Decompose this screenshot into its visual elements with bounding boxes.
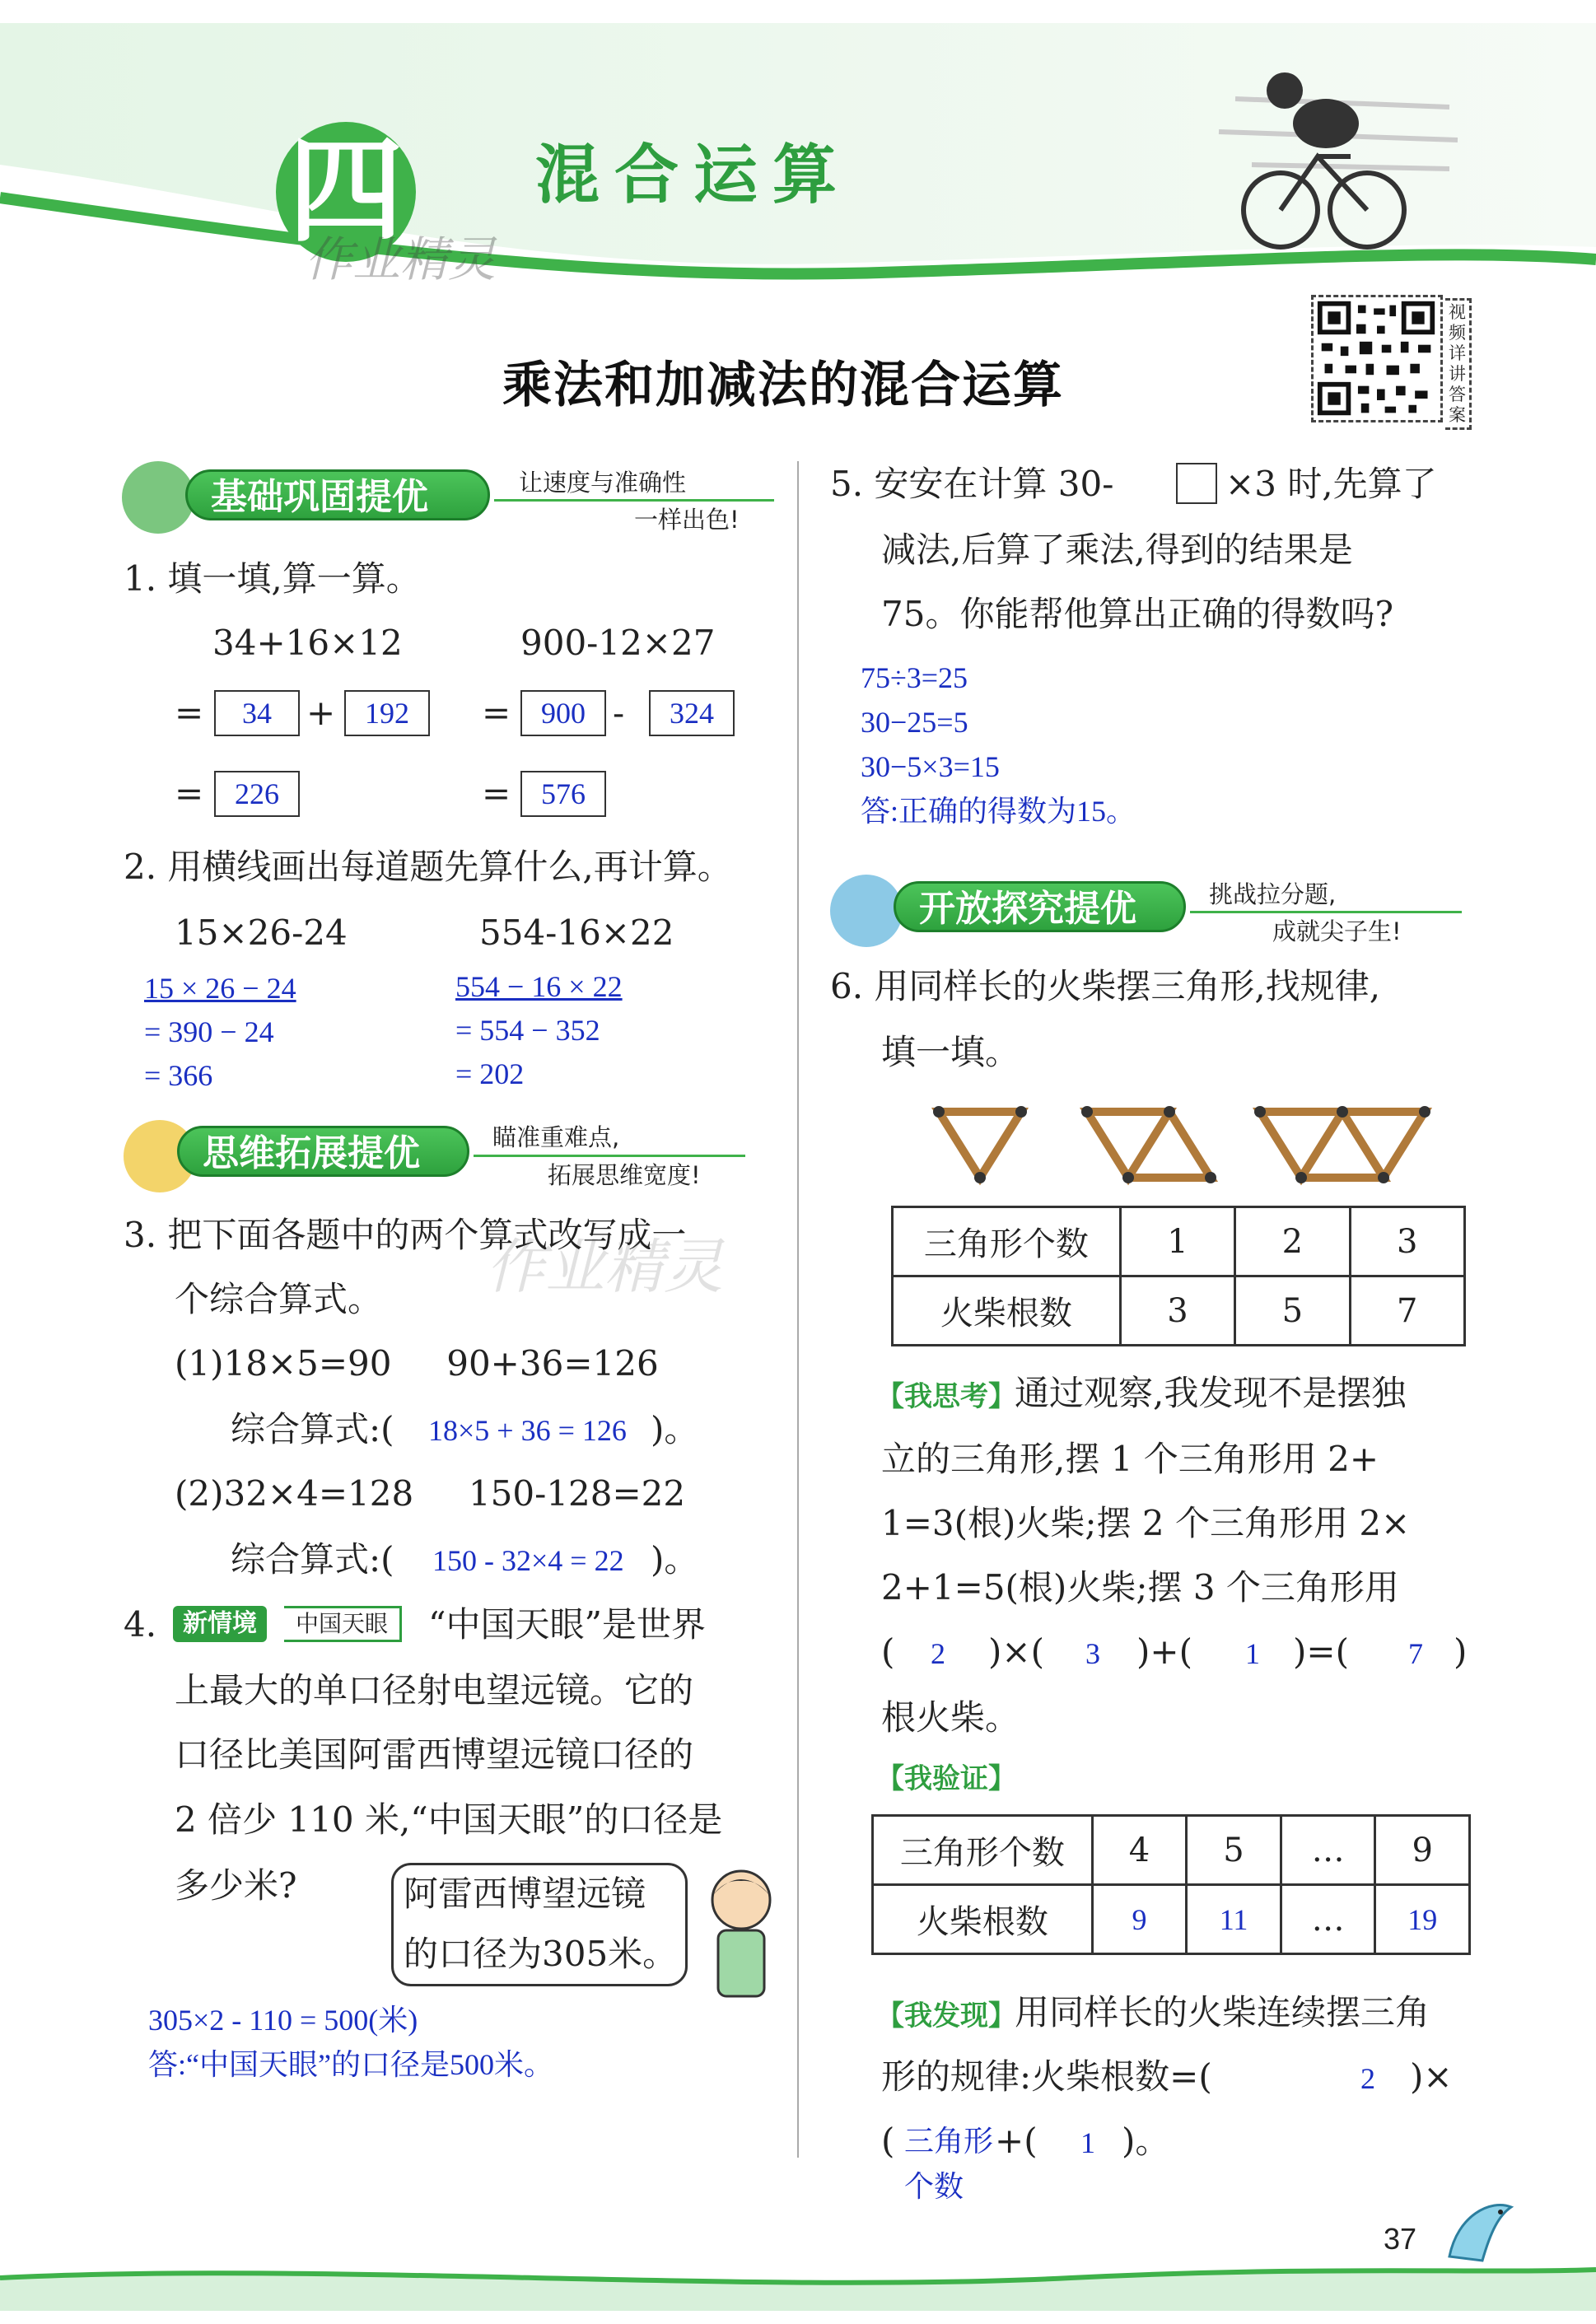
table1-header-matches: 火柴根数 [893, 1276, 1121, 1346]
find-line2a: 形的规律:火柴根数=( [881, 2056, 1212, 2097]
watermark-logo: 作业精灵 [486, 1232, 724, 1301]
table1-cell: 3 [1120, 1276, 1234, 1346]
table2-cell: … [1281, 1885, 1375, 1954]
q5-line2: 减法,后算了乘法,得到的结果是 [881, 530, 1353, 570]
table1-row-triangles [893, 1207, 1465, 1276]
table2-answer-cell[interactable]: 11 [1187, 1885, 1281, 1954]
q1-plus: + [306, 693, 336, 733]
q3-part1: (1)18×5=90 90+36=126 [175, 1343, 659, 1384]
q3-prompt-line1: 3. 把下面各题中的两个算式改写成一 [124, 1215, 687, 1255]
section-note-line2: 拓展思维宽度! [548, 1161, 701, 1189]
q4-line2: 上最大的单口径射电望远镜。它的 [175, 1670, 694, 1710]
qr-code[interactable] [1311, 295, 1443, 422]
section-underline [474, 1155, 745, 1157]
table2-header-triangles: 三角形个数 [873, 1816, 1093, 1885]
q4-line3: 口径比美国阿雷西博望远镜口径的 [175, 1734, 694, 1775]
q4-line1: “中国天眼”是世界 [428, 1604, 706, 1645]
table1-row-matches [893, 1276, 1465, 1346]
watermark-logo: 作业精灵 [305, 231, 497, 287]
think-line4: 2+1=5(根)火柴;摆 3 个三角形用 [881, 1567, 1399, 1608]
q1-eq: = [482, 693, 511, 733]
q2-b-line2: = 554 − 352 [455, 1014, 600, 1047]
q1-expr-a: 34+16×12 [212, 623, 403, 663]
think5-plus: )+( [1136, 1631, 1192, 1672]
table2-answer-cell[interactable]: 19 [1375, 1885, 1470, 1954]
table2-row-matches [873, 1885, 1470, 1954]
chapter-number-badge: 四 [276, 122, 416, 262]
q2-a-line2: = 390 − 24 [144, 1015, 274, 1048]
q2-expr-a: 15×26-24 [175, 912, 348, 953]
dolphin-icon [1433, 2182, 1524, 2281]
verify-tag: 【我验证】 [876, 1762, 1016, 1795]
qr-side-label: 视频详讲答案 [1445, 298, 1472, 430]
section-banner-explore: 开放探究提优 [894, 881, 1186, 932]
q1-prompt: 1. 填一填,算一算。 [124, 558, 421, 599]
q3-prompt-line2: 个综合算式。 [175, 1279, 383, 1319]
q1-minus: - [613, 693, 625, 733]
q4-line5: 多少米? [175, 1865, 297, 1906]
context-topic-tag: 中国天眼 [284, 1606, 402, 1642]
matchstick-table-2 [871, 1814, 1471, 1955]
q5-answer3: 30−5×3=15 [861, 750, 1000, 783]
q5-line3: 75。你能帮他算出正确的得数吗? [881, 594, 1393, 634]
table2-cell: 4 [1092, 1816, 1187, 1885]
q1-b-box2[interactable]: 324 [649, 690, 735, 736]
q5-line1a: 5. 安安在计算 30- [830, 464, 1114, 504]
table1-header-triangles: 三角形个数 [893, 1207, 1121, 1276]
find-line3a: ( [881, 2121, 895, 2161]
think-line1: 通过观察,我发现不是摆独 [1015, 1373, 1407, 1413]
think5-answer4: 7 [1408, 1637, 1423, 1670]
find-answer3: 1 [1080, 2126, 1095, 2159]
new-context-tag: 新情境 [173, 1606, 267, 1642]
q3-label1: 综合算式:( [231, 1409, 394, 1449]
q3-answer2: 150 - 32×4 = 22 [432, 1544, 624, 1577]
table2-cell: 5 [1187, 1816, 1281, 1885]
q5-answer2: 30−25=5 [861, 706, 968, 739]
table2-header-matches: 火柴根数 [873, 1885, 1093, 1954]
find-tag: 【我发现】 [876, 2000, 1016, 2032]
table2-cell: … [1281, 1816, 1375, 1885]
find-answer2-cont: 个数 [904, 2170, 964, 2203]
q1-a-box2[interactable]: 192 [344, 690, 430, 736]
section-banner-basic: 基础巩固提优 [185, 469, 490, 520]
table1-cell: 1 [1120, 1207, 1234, 1276]
q1-eq: = [175, 693, 204, 733]
q2-b-line1: 554 − 16 × 22 [455, 970, 623, 1003]
q1-a-result[interactable]: 226 [214, 771, 300, 817]
q5-answer1: 75÷3=25 [861, 661, 968, 694]
q5-line1b: ×3 时,先算了 [1225, 464, 1437, 504]
bubble-line1: 阿雷西博望远镜 [404, 1874, 646, 1914]
q4-answer-line1: 305×2 - 110 = 500(米) [148, 2004, 418, 2037]
table1-cell: 2 [1235, 1207, 1350, 1276]
think5-answer1: 2 [931, 1637, 945, 1670]
think-tag: 【我思考】 [876, 1380, 1016, 1413]
q3-answer1: 18×5 + 36 = 126 [428, 1414, 627, 1447]
find-line1: 用同样长的火柴连续摆三角 [1015, 1992, 1430, 2032]
q2-expr-b: 554-16×22 [479, 912, 674, 953]
section-underline [494, 499, 774, 502]
q1-eq: = [175, 773, 204, 814]
q3-close1: )。 [651, 1409, 699, 1449]
find-line3c: )。 [1122, 2121, 1170, 2161]
section-note-line2: 一样出色! [634, 506, 740, 534]
q3-close2: )。 [651, 1539, 699, 1580]
think5-open: ( [881, 1631, 895, 1672]
column-divider [797, 461, 799, 2158]
table1-cell: 3 [1350, 1207, 1464, 1276]
q4-answer-line2: 答:“中国天眼”的口径是500米。 [148, 2048, 553, 2081]
q1-b-box1[interactable]: 900 [520, 690, 606, 736]
think5-answer3: 1 [1245, 1637, 1260, 1670]
table2-row-triangles [873, 1816, 1470, 1885]
section-note-line1: 挑战拉分题, [1209, 880, 1337, 908]
bubble-line2: 的口径为305米。 [404, 1934, 678, 1974]
mascot-skateboarder-icon [122, 461, 194, 534]
section-underline [1190, 911, 1462, 913]
footer-wave [0, 2245, 1596, 2311]
q4-line4: 2 倍少 110 米,“中国天眼”的口径是 [175, 1799, 723, 1840]
find-answer2: 三角形 [904, 2125, 994, 2158]
q5-blank-box[interactable] [1176, 463, 1217, 504]
table1-cell: 5 [1235, 1276, 1350, 1346]
think5-eq: )=( [1293, 1631, 1349, 1672]
find-answer1: 2 [1360, 2062, 1375, 2095]
table1-cell: 7 [1350, 1276, 1464, 1346]
matchstick-table-1 [891, 1206, 1466, 1346]
think5-answer2: 3 [1085, 1637, 1100, 1670]
q6-line2: 填一填。 [881, 1032, 1020, 1072]
think-line2: 立的三角形,摆 1 个三角形用 2+ [881, 1439, 1379, 1479]
table2-cell: 9 [1375, 1816, 1470, 1885]
section-note-line1: 瞄准重难点, [492, 1123, 620, 1151]
think-line6: 根火柴。 [881, 1697, 1020, 1738]
q2-a-line1: 15 × 26 − 24 [144, 972, 296, 1005]
q1-b-result[interactable]: 576 [520, 771, 606, 817]
section-note-line2: 成就尖子生! [1272, 917, 1402, 945]
q2-prompt: 2. 用横线画出每道题先算什么,再计算。 [124, 847, 732, 887]
table2-answer-cell[interactable]: 9 [1092, 1885, 1187, 1954]
think5-times: )×( [988, 1631, 1044, 1672]
q3-part2: (2)32×4=128 150-128=22 [175, 1473, 686, 1514]
section-note-line1: 让速度与准确性 [519, 469, 687, 497]
boy-character-icon [700, 1863, 782, 2003]
think5-close: ) [1454, 1631, 1468, 1672]
find-line3b: +( [995, 2121, 1038, 2161]
q4-number: 4. [124, 1604, 157, 1645]
q5-answer4: 答:正确的得数为15。 [861, 795, 1136, 828]
q1-a-box1[interactable]: 34 [214, 690, 300, 736]
page-number: 37 [1384, 2222, 1417, 2256]
q3-label2: 综合算式:( [231, 1539, 394, 1580]
chapter-title: 混合运算 [535, 138, 852, 212]
section-banner-thinking: 思维拓展提优 [177, 1126, 469, 1177]
q1-expr-b: 900-12×27 [520, 623, 716, 663]
find-line2b: )× [1410, 2056, 1453, 2097]
lesson-title: 乘法和加减法的混合运算 [502, 357, 1064, 414]
q6-line1: 6. 用同样长的火柴摆三角形,找规律, [830, 966, 1381, 1006]
mascot-explorer-icon [830, 875, 903, 947]
think-line3: 1=3(根)火柴;摆 2 个三角形用 2× [881, 1503, 1411, 1543]
q2-b-line3: = 202 [455, 1057, 525, 1090]
q2-a-line3: = 366 [144, 1059, 213, 1092]
q1-eq: = [482, 773, 511, 814]
matchstick-triangles-figure [931, 1095, 1524, 1194]
